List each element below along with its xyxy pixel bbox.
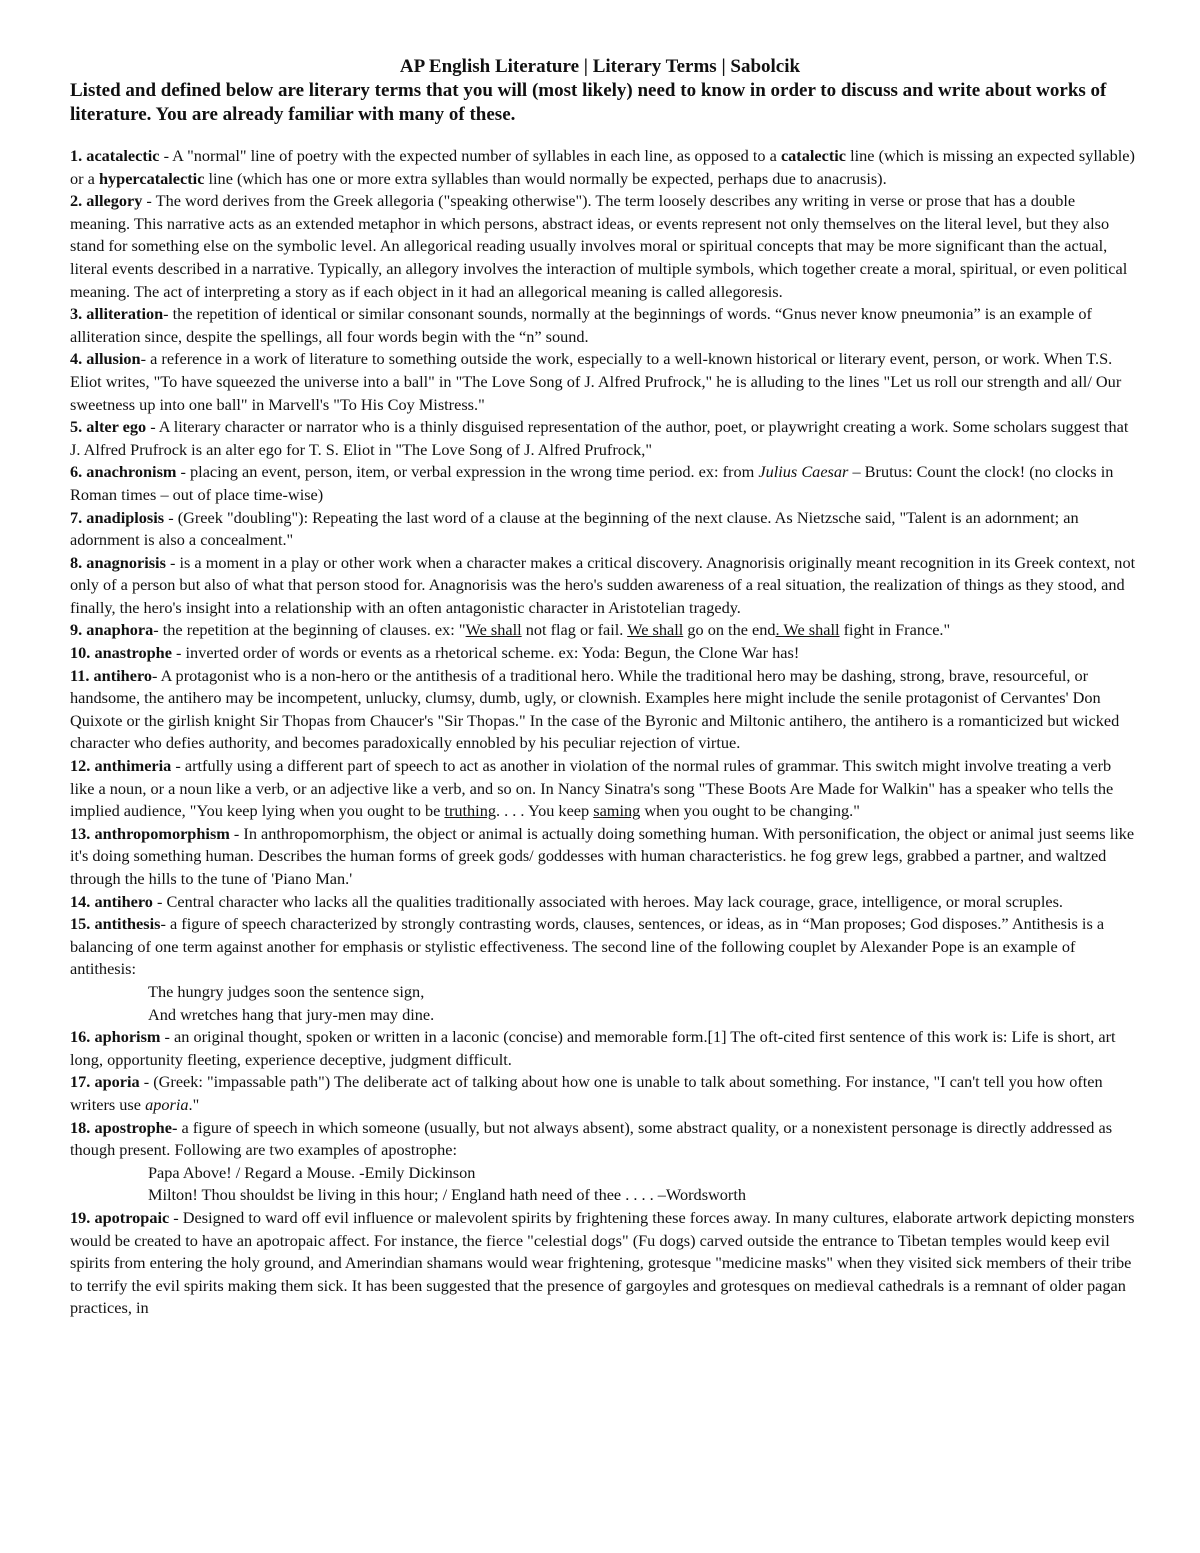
- term-number: 2.: [70, 191, 83, 211]
- term-name: anaphora: [86, 620, 154, 640]
- term-entry: [70, 461, 1138, 506]
- term-name: antihero: [93, 665, 153, 685]
- term-entry: [70, 552, 1138, 620]
- quote-line: Papa Above! / Regard a Mouse. -Emily Dickinson: [148, 1162, 476, 1182]
- terms-list: [70, 145, 1138, 1320]
- term-definition: - a reference in a work of literature to something outside the work, especially to a well-known historical or literary event, person, or work. When T.S. Eliot writes, "To have squeezed the universe into a ball" in "The Love Song of J. Alfred Prufrock," he is alluding to the lines "Let us roll our strength and all/ Our sweetness up into one ball" in Marvell's "To His Coy Mistress.": [70, 349, 1122, 414]
- term-definition: a figure of speech in which someone (usually, but not always absent), some abstract quality, or a nonexistent personage is directly addressed as though present. Following are two examples of apostrophe:: [70, 1117, 1113, 1160]
- term-number: 5.: [70, 417, 83, 437]
- term-definition: go on the end: [683, 620, 776, 640]
- term-number: 15.: [70, 914, 91, 934]
- term-definition: - In anthropomorphism, the object or animal is actually doing something human. With personification, the object or animal just seems like it's doing something human. Describes the human forms of greek gods/ goddesses with human characteristics. he fog grew legs, grabbed a partner, and waltzed through the hills to the tune of 'Piano Man.': [70, 823, 1135, 888]
- term-definition: - is a moment in a play or other work when a character makes a critical discovery. Anagnorisis originally meant recognition in its Greek context, not only of a person but also of what that person stood for. Anagnorisis was the hero's sudden awareness of a real situation, the realization of things as they stood, and finally, the hero's insight into a relationship with an often antagonistic character in Aristotelian tragedy.: [70, 552, 1136, 617]
- term-definition: - the repetition of identical or similar consonant sounds, normally at the beginnings of words. “Gnus never know pneumonia” is an example of alliteration since, despite the spellings, all four words begin with the “n” sound.: [70, 304, 1092, 346]
- term-entry: [70, 665, 1138, 755]
- intro-paragraph: Listed and defined below are literary terms that you will (most likely) need to know in order to discuss and write about works of literature. You are already familiar with many of these.: [70, 80, 1107, 125]
- term-definition: - artfully using a different part of speech to act as another in violation of the normal rules of grammar. This switch might involve treating a verb like a noun, or a noun like a verb, or an adjective like a verb, and so on. In Nancy Sinatra's song "These Boots Are Made for Walkin" has a speaker who tells the implied audience, "You keep lying when you ought to be: [70, 756, 1114, 821]
- term-name: antihero: [94, 891, 153, 911]
- term-keyword: catalectic: [780, 146, 847, 165]
- term-definition: - A protagonist who is a non-hero or the antithesis of a traditional hero. While the traditional hero may be dashing, strong, brave, resourceful, or handsome, the antihero may be incompetent, unlucky, clumsy, dumb, ugly, or clownish. Examples here might include the senile protagonist of Cervantes' Don Quixote or the girlish knight Sir Thopas from Chaucer's "Sir Thopas." In the case of the Byronic and Miltonic antihero, the antihero is a romanticized but wicked character who defies authority, and becomes paradoxically ennobled by his peculiar rejection of virtue.: [70, 665, 1120, 753]
- term-entry: [70, 823, 1138, 891]
- term-definition: - a figure of speech characterized by strongly contrasting words, clauses, sentences, or ideas, as in “Man proposes; God disposes.” Antithesis is a balancing of one term against another for emphasis or stylistic effectiveness. The second line of the following couplet by Alexander Pope is an example of antithesis:: [70, 914, 1105, 979]
- term-name: anagnorisis: [86, 552, 166, 572]
- term-definition: - A "normal" line of poetry with the expected number of syllables in each line, as opposed to a: [159, 146, 781, 165]
- term-name: alliteration: [86, 304, 164, 324]
- term-entry: [70, 190, 1138, 303]
- quote-line: The hungry judges soon the sentence sign,: [148, 981, 425, 1001]
- underlined-phrase: We shall: [627, 620, 684, 640]
- term-definition: - A literary character or narrator who is a thinly disguised representation of the author, poet, or playwright creating a work. Some scholars suggest that J. Alfred Prufrock is an alter ego for T. S. Eliot in "The Love Song of J. Alfred Prufrock,": [70, 417, 1129, 459]
- term-number: 8.: [70, 552, 83, 572]
- term-name: apostrophe-: [94, 1117, 178, 1137]
- term-name: aporia: [94, 1072, 140, 1092]
- term-entry: [70, 755, 1138, 823]
- term-name: anthimeria: [94, 756, 172, 776]
- term-number: 14.: [70, 891, 91, 911]
- term-entry: [70, 1207, 1138, 1320]
- work-title: Julius Caesar: [758, 462, 849, 482]
- term-entry: [70, 145, 1138, 190]
- term-definition: line (which is missing an expected syllable) or a: [70, 146, 1135, 188]
- term-entry: [70, 303, 1138, 348]
- term-definition: . . . . You keep: [496, 801, 594, 821]
- term-definition: - (Greek: "impassable path") The deliberate act of talking about how one is unable to talk about something. For instance, "I can't tell you how often writers use: [70, 1072, 1103, 1114]
- term-name: anastrophe: [94, 643, 172, 663]
- term-entry: [70, 507, 1138, 552]
- term-name: acatalectic: [86, 146, 160, 165]
- term-number: 3.: [70, 304, 83, 324]
- term-number: 1.: [70, 146, 83, 165]
- underlined-phrase: . We shall: [775, 620, 840, 640]
- term-entry: [70, 1026, 1138, 1071]
- term-name: antithesis: [94, 914, 161, 934]
- underlined-phrase: saming: [593, 801, 641, 821]
- term-name: apotropaic: [94, 1207, 170, 1227]
- term-name: anachronism: [86, 462, 177, 482]
- term-name: allusion: [86, 349, 141, 369]
- term-entry: [70, 1117, 1138, 1162]
- term-name: allegory: [86, 191, 143, 211]
- term-entry: [70, 891, 1138, 914]
- term-definition: - The word derives from the Greek allegoria ("speaking otherwise"). The term loosely describes any writing in verse or prose that has a double meaning. This narrative acts as an extended metaphor in which persons, abstract ideas, or events represent not only themselves on the literal level, but they also stand for something else on the symbolic level. An allegorical reading usually involves moral or spiritual concepts that may be more significant than the actual, literal events described in a narrative. Typically, an allegory involves the interaction of multiple symbols, which together create a moral, spiritual, or even political meaning. The act of interpreting a story as if each object in it had an allegorical meaning is called allegoresis.: [70, 191, 1128, 301]
- term-number: 10.: [70, 643, 91, 663]
- term-definition: - Designed to ward off evil influence or malevolent spirits by frightening these forces away. In many cultures, elaborate artwork depicting monsters would be created to have an apotropaic affect. For instance, the fierce "celestial dogs" (Fu dogs) carved outside the entrance to Tibetan temples would keep evil spirits from entering the holy ground, and Amerindian shamans would wear frightening, grotesque "medicine masks" when they visited sick members of their tribe to terrify the evil spirits making them sick. It has been suggested that the presence of gargoyles and grotesques on medieval cathedrals is a remnant of older pagan practices, in: [70, 1207, 1135, 1318]
- term-definition: - the repetition at the beginning of clauses. ex: ": [153, 620, 466, 640]
- term-entry: [70, 348, 1138, 416]
- underlined-phrase: We shall: [465, 620, 522, 640]
- term-name: alter ego: [86, 417, 147, 437]
- term-number: 6.: [70, 462, 83, 482]
- term-definition: - an original thought, spoken or written in a laconic (concise) and memorable form.[1] The oft-cited first sentence of this work is: Life is short, art long, opportunity fleeting, experience deceptive, judgment difficult.: [70, 1027, 1116, 1069]
- page-title: AP English Literature | Literary Terms | Sabolcik: [399, 56, 801, 77]
- term-entry: [70, 913, 1138, 981]
- term-definition: - inverted order of words or events as a rhetorical scheme. ex: Yoda: Begun, the Clone War has!: [171, 643, 800, 663]
- term-number: 18.: [70, 1117, 91, 1137]
- term-definition: .": [188, 1094, 200, 1114]
- term-definition: line (which has one or more extra syllables than would normally be expected, perhaps due to anacrusis).: [204, 168, 887, 188]
- term-name: anadiplosis: [86, 507, 165, 527]
- term-definition: when you ought to be changing.": [640, 801, 860, 821]
- quote-line: And wretches hang that jury-men may dine.: [148, 1004, 435, 1024]
- quote-line: Milton! Thou shouldst be living in this hour; / England hath need of thee . . . . –Wordsworth: [148, 1185, 747, 1205]
- term-definition: – Brutus: Count the clock! (no clocks in Roman times – out of place time-wise): [70, 462, 1114, 504]
- term-definition: - Central character who lacks all the qualities traditionally associated with heroes. May lack courage, grace, intelligence, or moral scruples.: [152, 891, 1063, 911]
- underlined-phrase: truthing: [444, 801, 496, 821]
- term-name: anthropomorphism: [94, 823, 230, 843]
- term-number: 13.: [70, 823, 91, 843]
- term-number: 4.: [70, 349, 83, 369]
- term-number: 9.: [70, 620, 83, 640]
- term-number: 16.: [70, 1027, 91, 1047]
- term-entry: [70, 619, 1138, 642]
- term-number: 7.: [70, 507, 83, 527]
- term-number: 12.: [70, 756, 91, 776]
- term-entry: [70, 416, 1138, 461]
- italic-word: aporia: [145, 1094, 189, 1114]
- term-number: 17.: [70, 1072, 91, 1092]
- term-number: 11.: [70, 665, 90, 685]
- term-definition: fight in France.": [839, 620, 951, 640]
- term-number: 19.: [70, 1207, 91, 1227]
- term-keyword: hypercatalectic: [98, 168, 205, 188]
- term-definition: not flag or fail.: [521, 620, 628, 640]
- term-definition: - placing an event, person, item, or verbal expression in the wrong time period. ex: from: [176, 462, 759, 482]
- term-name: aphorism: [94, 1027, 161, 1047]
- term-entry: [70, 642, 1138, 665]
- term-entry: [70, 1071, 1138, 1116]
- term-definition: - (Greek "doubling"): Repeating the last word of a clause at the beginning of the next clause. As Nietzsche said, "Talent is an adornment; an adornment is also a concealment.": [70, 507, 1079, 550]
